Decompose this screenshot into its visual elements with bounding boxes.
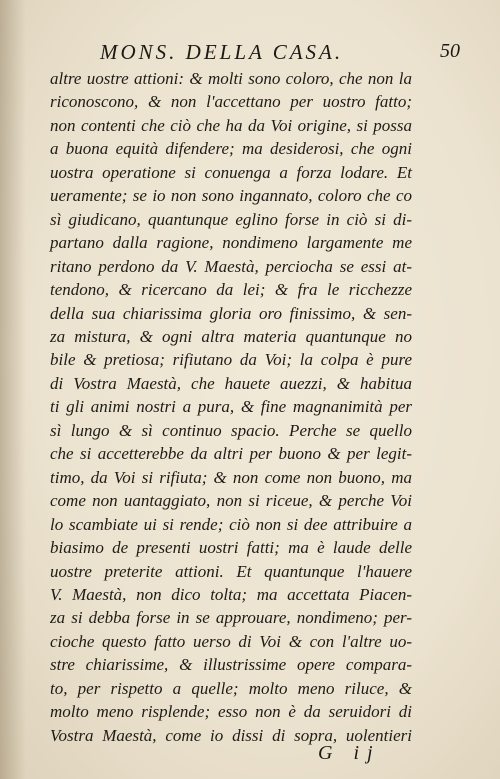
text-line: za mistura, & ogni altra materia quantunque no [50, 326, 412, 346]
text-line: Vostra Maestà, come io dissi di sopra, uolentieri [50, 725, 412, 745]
text-line: partano dalla ragione, nondimeno largamente me [50, 233, 412, 253]
text-line: a buona equità difendere; ma desiderosi, che ogni [50, 139, 412, 159]
text-line: come non uantaggiato, non si riceue, & perche Voi [50, 491, 412, 511]
running-head: MONS. DELLA CASA. [100, 40, 344, 64]
text-line: sì lungo & sì continuo spacio. Perche se quello [50, 420, 412, 440]
text-line: molto meno risplende; esso non è da seruidori di [50, 702, 412, 722]
text-line: di Vostra Maestà, che hauete auezzi, & habitua [50, 373, 412, 393]
text-line: sì giudicano, quantunque eglino forse in ciò si di- [50, 209, 412, 229]
text-line: cioche questo fatto uerso di Voi & con l'altre uo- [50, 631, 412, 651]
text-line: non contenti che ciò che ha da Voi origine, si possa [50, 115, 412, 135]
gutter-shadow [0, 0, 26, 779]
text-line: za si debba forse in se approuare, nondimeno; per- [50, 608, 412, 628]
text-line: V. Maestà, non dico tolta; ma accettata Piacen- [50, 584, 412, 604]
text-line: timo, da Voi si rifiuta; & non come non buono, ma [50, 467, 412, 487]
text-line: ritano perdono da V. Maestà, perciocha se essi at- [50, 256, 412, 276]
text-line: to, per rispetto a quelle; molto meno riluce, & [50, 678, 412, 698]
text-line: ueramente; se io non sono ingannato, coloro che co [50, 186, 412, 206]
body-text [50, 67, 412, 747]
text-line: uostre preterite attioni. Et quantunque l'hauere [50, 561, 412, 581]
text-line: della sua chiarissima gloria oro finissimo, & sen- [50, 303, 412, 323]
text-line: ti gli animi nostri a pura, & fine magnanimità per [50, 397, 412, 417]
text-line: lo scambiate ui si rende; ciò non si dee attribuire a [50, 514, 412, 534]
page-number: 50 [440, 40, 460, 62]
text-line: stre chiarissime, & illustrissime opere compara- [50, 655, 412, 675]
text-line: tendono, & ricercano da lei; & fra le ricchezze [50, 280, 412, 300]
text-line: bile & pretiosa; rifiutano da Voi; la colpa è pure [50, 350, 412, 370]
text-line: uostra operatione si conuenga a forza lodare. Et [50, 162, 412, 182]
text-line: riconoscono, & non l'accettano per uostro fatto; [50, 92, 412, 112]
text-line: biasimo de presenti uostri fatti; ma è laude delle [50, 538, 412, 558]
signature-mark: G ij [318, 742, 381, 764]
text-line: che si accetterebbe da altri per buono & per legit- [50, 444, 412, 464]
text-line: altre uostre attioni: & molti sono coloro, che non la [50, 69, 412, 88]
